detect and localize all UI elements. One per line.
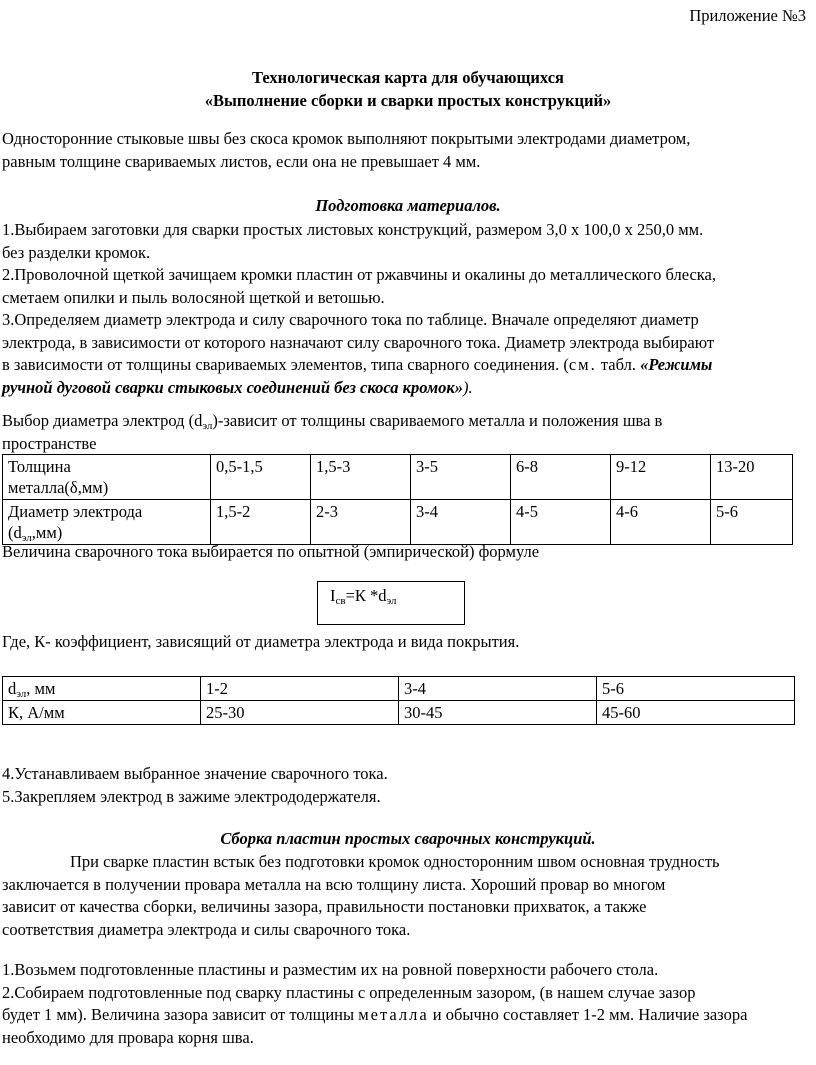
formula-subscript: эл [386,595,397,607]
intro-paragraph [2,128,814,173]
prep-line [2,377,814,400]
prep-text-spaced: см. [568,355,597,374]
cell-subscript: эл [21,532,32,544]
table-cell: 1,5-2 [211,500,311,545]
table-row [3,677,795,701]
coefficient-table [2,676,795,725]
prep-text: в зависимости от толщины свариваемых элементов, типа сварного соединения. ( [2,355,569,374]
prep-heading: Подготовка материалов. [315,196,501,215]
cell-text: Диаметр электрода [8,502,143,521]
selection-text: )-зависит от толщины свариваемого металла и положения шва в [212,411,663,430]
document-title-line2: «Выполнение сборки и сварки простых конструкций» [204,91,612,110]
prep-text-bold-italic: «Режимы [640,355,713,374]
assembly-text: и обычно составляет 1-2 мм. Наличие зазора [428,1005,748,1024]
table-cell: 4-6 [611,500,711,545]
table-cell: 25-30 [201,701,399,725]
intro-line: равным толщине свариваемых листов, если она не превышает 4 мм. [2,151,481,171]
assembly-paragraph [2,851,814,941]
prep-text: табл. [596,355,641,374]
assembly-step-line [2,1004,814,1027]
step-line: 5.Закрепляем электрод в зажиме электрододержателя. [2,786,381,806]
current-paragraph: Величина сварочного тока выбирается по опытной (эмпирической) формуле [2,542,540,561]
prep-line: 2.Проволочной щеткой зачищаем кромки пластин от ржавчины и окалины до металлического блеска, [2,265,717,284]
table-cell: 45-60 [597,701,795,725]
formula-text: =К *d [345,586,387,605]
assembly-line: зависит от качества сборки, величины зазора, правильности постановки прихваток, а также [2,897,647,916]
selection-line: пространстве [2,433,97,453]
assembly-heading: Сборка пластин простых сварочных конструкций. [220,829,596,848]
table-cell: 3-4 [399,677,597,701]
table-cell: 30-45 [399,701,597,725]
table-cell-label: К, А/мм [3,701,201,725]
cell-text-part: ,мм) [31,523,63,542]
prep-section [2,219,814,399]
table-row [3,701,795,725]
selection-paragraph [2,410,814,455]
selection-subscript: эл [202,420,213,432]
table-row [3,455,793,500]
formula-subscript: св [335,595,346,607]
prep-line: электрода, в зависимости от которого назначают силу сварочного тока. Диаметр электрода выбирают [2,332,715,352]
table-cell: 9-12 [611,455,711,500]
assembly-line: соответствия диаметра электрода и силы сварочного тока. [2,919,411,939]
table-cell: 1-2 [201,677,399,701]
table-cell: 1,5-3 [311,455,411,500]
assembly-steps [2,959,814,1049]
cell-text: , мм [26,679,56,698]
table-cell: 0,5-1,5 [211,455,311,500]
cell-text: металла(δ,мм) [8,478,109,497]
assembly-text-spaced: металла [358,1005,429,1024]
prep-line [2,354,814,377]
prep-line: сметаем опилки и пыль волосяной щеткой и ветошью. [2,287,385,307]
thickness-diameter-table [2,454,793,545]
table-cell: 2-3 [311,500,411,545]
cell-text [8,522,205,543]
assembly-step-line: 2.Собираем подготовленные под сварку пластины с определенным зазором, (в нашем случае зазор [2,982,696,1002]
coefficient-paragraph: Где, К- коэффициент, зависящий от диаметра электрода и вида покрытия. [2,632,520,651]
assembly-line: заключается в получении провара металла на всю толщину листа. Хороший провар во многом [2,874,666,894]
intro-line: Односторонние стыковые швы без скоса кромок выполняют покрытыми электродами диаметром, [2,129,691,148]
cell-text-part: (d [8,523,22,542]
assembly-text: При сварке пластин встык без подготовки кромок односторонним швом основная трудность [70,852,720,871]
formula-text: I [330,586,336,605]
steps-section [2,763,814,808]
step-line: 4.Устанавливаем выбранное значение сварочного тока. [2,764,388,783]
assembly-text: будет 1 мм). Величина зазора зависит от толщины [2,1005,359,1024]
table-cell: 3-5 [411,455,511,500]
prep-line: 1.Выбираем заготовки для сварки простых листовых конструкций, размером 3,0 х 100,0 х 250,0 мм. [2,220,704,239]
cell-text: d [8,679,17,698]
table-cell: 5-6 [597,677,795,701]
selection-text: Выбор диаметра электрод (d [2,411,203,430]
document-title-line1: Технологическая карта для обучающихся [252,68,564,87]
prep-line: без разделки кромок. [2,242,151,262]
table-cell-label [3,455,211,500]
formula-box [317,581,465,625]
table-cell: 4-5 [511,500,611,545]
prep-text-italic: ). [463,377,473,397]
table-cell: 13-20 [711,455,793,500]
table-row [3,500,793,545]
selection-line [2,410,814,433]
appendix-label: Приложение №3 [689,6,806,25]
cell-text: Толщина [8,457,71,476]
prep-line: 3.Определяем диаметр электрода и силу сварочного тока по таблице. Вначале определяют диаметр [2,310,699,329]
assembly-step-line: 1.Возьмем подготовленные пластины и разместим их на ровной поверхности рабочего стола. [2,960,659,979]
assembly-line [2,851,814,874]
table-cell-label [3,500,211,545]
table-cell: 3-4 [411,500,511,545]
prep-text-bold-italic: ручной дуговой сварки стыковых соединений без скоса кромок» [2,377,464,397]
assembly-step-line: необходимо для провара корня шва. [2,1027,254,1047]
cell-subscript: эл [16,688,27,700]
table-cell: 5-6 [711,500,793,545]
table-cell-label [3,677,201,701]
table-cell: 6-8 [511,455,611,500]
